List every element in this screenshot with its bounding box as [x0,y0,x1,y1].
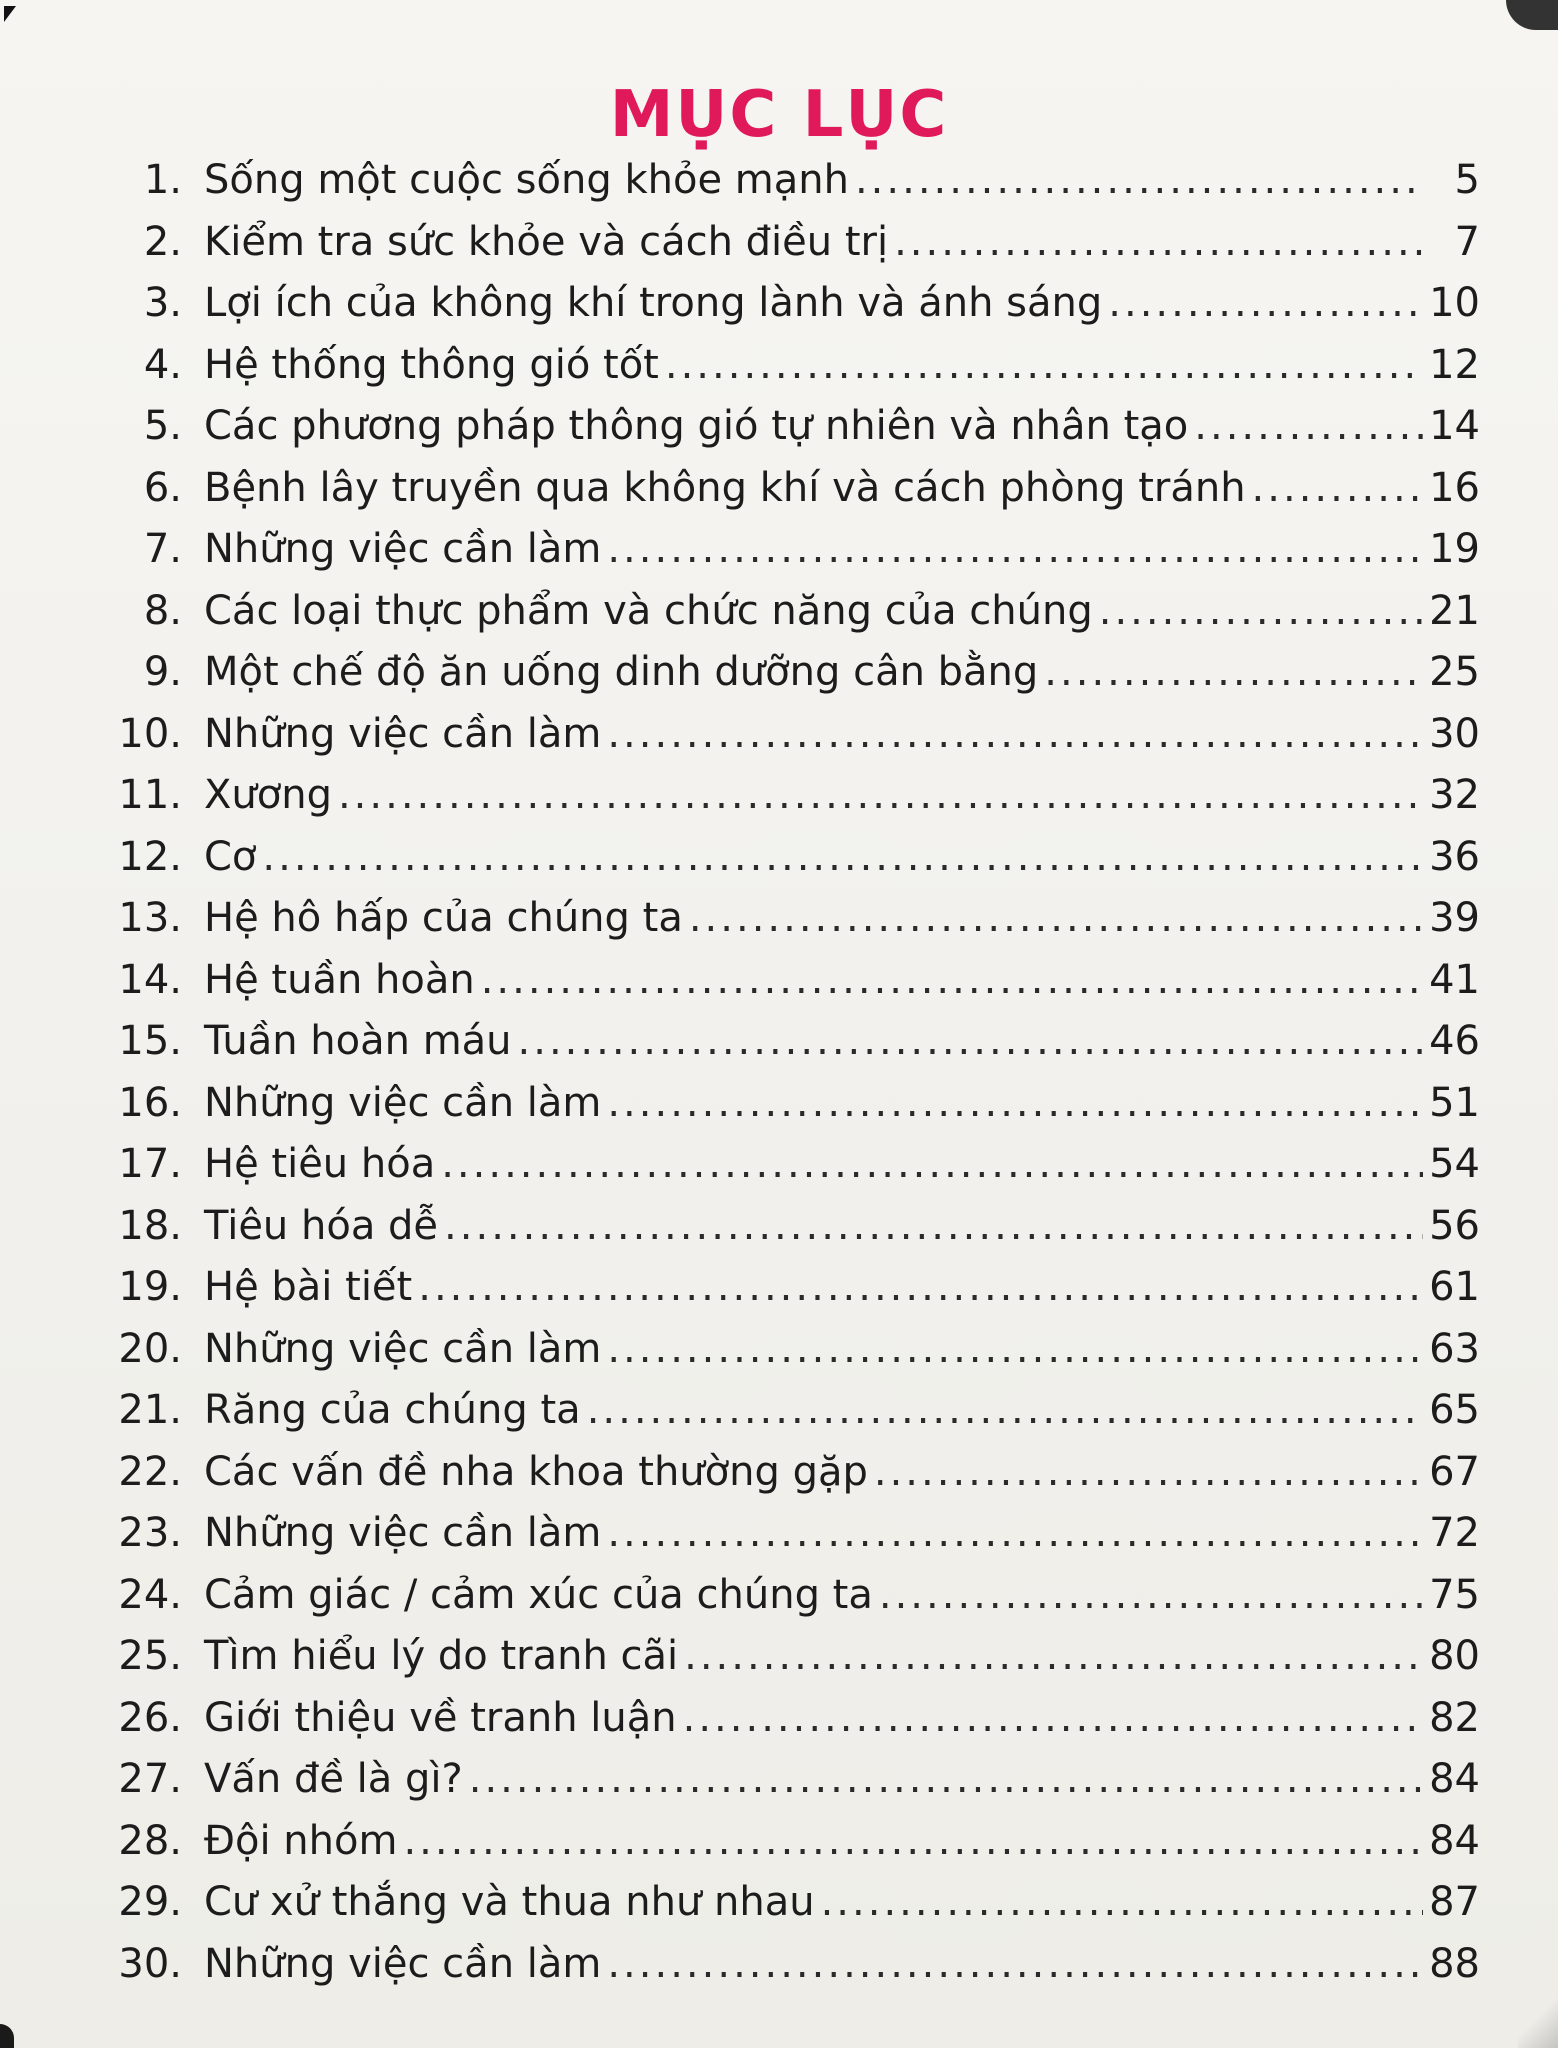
dot-leader [262,827,1423,889]
toc-entry-number: 14. [118,956,182,1003]
toc-entry-number: 27. [118,1756,182,1802]
toc-entry-number: 24. [118,1571,182,1618]
dot-leader [683,1688,1423,1750]
toc-entry[interactable] [98,1073,1480,1135]
toc-entry-number: 9. [143,649,182,695]
toc-entry-page-number: 88 [1429,1940,1480,1987]
dot-leader [444,1196,1423,1258]
toc-entry-page-number: 41 [1429,956,1480,1003]
toc-entry-number: 20. [118,1325,182,1372]
toc-entry-title: Tìm hiểu lý do tranh cãi [204,1633,679,1679]
toc-entry-page-number: 19 [1429,526,1480,572]
toc-entry-page-number: 80 [1429,1633,1480,1679]
toc-entry-number: 6. [143,464,182,511]
toc-entry-title: Lợi ích của không khí trong lành và ánh sáng [204,280,1103,326]
dot-leader [418,1257,1423,1319]
dot-leader [607,1073,1423,1135]
toc-entry[interactable] [98,1872,1480,1934]
toc-entry-title: Răng của chúng ta [204,1387,581,1433]
table-of-contents [98,150,1480,1995]
toc-entry-title: Cảm giác / cảm xúc của chúng ta [204,1571,873,1618]
toc-entry-number: 7. [143,526,182,572]
toc-entry-page-number: 12 [1429,341,1480,388]
toc-entry-number: 10. [118,710,182,757]
dot-leader [518,1011,1424,1073]
toc-entry[interactable] [98,396,1480,458]
toc-entry-page-number: 65 [1429,1387,1480,1433]
dot-leader [874,1442,1423,1504]
toc-entry[interactable] [98,1380,1480,1442]
dot-leader [855,150,1424,212]
toc-entry-title: Các loại thực phẩm và chức năng của chúng [204,587,1093,634]
toc-entry-title: Giới thiệu về tranh luận [204,1694,677,1741]
toc-entry-title: Sống một cuộc sống khỏe mạnh [204,157,849,203]
toc-entry-page-number: 10 [1429,280,1480,326]
dot-leader [665,335,1423,397]
toc-entry-number: 16. [118,1079,182,1126]
toc-entry-page-number: 7 [1454,218,1480,265]
toc-entry-title: Cư xử thắng và thua như nhau [204,1879,815,1925]
toc-entry-number: 11. [118,772,182,818]
dot-leader [607,704,1423,766]
dot-leader [607,519,1423,581]
toc-entry-page-number: 46 [1429,1018,1480,1064]
toc-entry[interactable] [98,581,1480,643]
toc-entry-page-number: 25 [1429,649,1480,695]
toc-entry-page-number: 87 [1429,1879,1480,1925]
toc-entry-page-number: 82 [1429,1694,1480,1741]
toc-entry[interactable] [98,1811,1480,1873]
toc-entry-page-number: 84 [1429,1817,1480,1864]
dot-leader [587,1380,1423,1442]
toc-entry[interactable] [98,150,1480,212]
toc-entry[interactable] [98,1503,1480,1565]
dot-leader [1194,396,1423,458]
toc-entry-page-number: 14 [1429,403,1480,449]
toc-entry-page-number: 61 [1429,1264,1480,1310]
toc-entry[interactable] [98,888,1480,950]
toc-entry[interactable] [98,458,1480,520]
toc-entry[interactable] [98,704,1480,766]
dot-leader [1252,458,1424,520]
toc-entry[interactable] [98,1134,1480,1196]
toc-entry-title: Bệnh lây truyền qua không khí và cách phòng tránh [204,464,1246,511]
toc-entry[interactable] [98,1319,1480,1381]
dot-leader [1044,642,1423,704]
toc-entry-page-number: 67 [1429,1448,1480,1495]
toc-entry[interactable] [98,1196,1480,1258]
dot-leader [879,1565,1423,1627]
dot-leader [441,1134,1423,1196]
toc-entry-number: 1. [143,157,182,203]
dot-leader [607,1319,1423,1381]
toc-entry[interactable] [98,765,1480,827]
toc-entry-page-number: 75 [1429,1571,1480,1618]
toc-entry[interactable] [98,1934,1480,1996]
toc-entry-number: 21. [118,1387,182,1433]
toc-entry-page-number: 54 [1429,1141,1480,1187]
toc-entry-page-number: 39 [1429,895,1480,941]
toc-entry-page-number: 36 [1429,833,1480,880]
toc-entry-page-number: 21 [1429,587,1480,634]
toc-entry-title: Hệ hô hấp của chúng ta [204,895,683,941]
toc-entry-number: 26. [118,1694,182,1741]
toc-entry-page-number: 56 [1429,1202,1480,1249]
toc-entry[interactable] [98,335,1480,397]
toc-entry[interactable] [98,950,1480,1012]
toc-entry-title: Kiểm tra sức khỏe và cách điều trị [204,218,889,265]
dot-leader [684,1626,1423,1688]
toc-entry-number: 18. [118,1202,182,1249]
dot-leader [469,1749,1423,1811]
toc-entry-number: 3. [143,280,182,326]
toc-entry-number: 30. [118,1940,182,1987]
toc-entry-page-number: 72 [1429,1510,1480,1556]
toc-entry-number: 28. [118,1817,182,1864]
toc-entry-number: 15. [118,1018,182,1064]
toc-entry-page-number: 5 [1454,157,1480,203]
toc-entry-page-number: 16 [1429,464,1480,511]
toc-entry-title: Xương [204,772,332,818]
dot-leader [689,888,1423,950]
toc-entry-number: 4. [143,341,182,388]
toc-entry[interactable] [98,1688,1480,1750]
toc-entry[interactable] [98,273,1480,335]
toc-entry-title: Những việc cần làm [204,1079,602,1126]
toc-entry[interactable] [98,827,1480,889]
toc-entry[interactable] [98,1565,1480,1627]
page-title: MỤC LỤC [609,78,949,152]
toc-entry[interactable] [98,1626,1480,1688]
dot-leader [338,765,1423,827]
toc-entry[interactable] [98,1442,1480,1504]
toc-entry-number: 23. [118,1510,182,1556]
toc-entry[interactable] [98,1257,1480,1319]
toc-entry-title: Cơ [204,833,257,880]
dot-leader [403,1811,1423,1873]
dot-leader [481,950,1423,1012]
toc-entry-page-number: 51 [1429,1079,1480,1126]
toc-entry-title: Những việc cần làm [204,1510,602,1556]
page-corner-shadow [0,2024,14,2048]
toc-entry-title: Các vấn đề nha khoa thường gặp [204,1448,868,1495]
toc-entry-number: 19. [118,1264,182,1310]
toc-entry-page-number: 30 [1429,710,1480,757]
toc-entry-title: Một chế độ ăn uống dinh dưỡng cân bằng [204,649,1039,695]
toc-entry-number: 2. [143,218,182,265]
page-corner-shadow [1506,0,1558,30]
toc-entry-title: Những việc cần làm [204,1325,602,1372]
toc-entry[interactable] [98,1749,1480,1811]
dot-leader [1099,581,1423,643]
dot-leader [607,1934,1423,1996]
toc-entry[interactable] [98,1011,1480,1073]
dot-leader [607,1503,1423,1565]
toc-entry[interactable] [98,519,1480,581]
toc-entry-title: Những việc cần làm [204,710,602,757]
toc-entry-number: 8. [143,587,182,634]
toc-entry-title: Những việc cần làm [204,1940,602,1987]
toc-entry-title: Hệ bài tiết [204,1264,413,1310]
page-corner-shadow [1518,1958,1558,2048]
dot-leader [894,212,1424,274]
toc-entry-title: Vấn đề là gì? [204,1756,463,1802]
toc-entry-title: Các phương pháp thông gió tự nhiên và nhân tạo [204,403,1189,449]
toc-entry-page-number: 84 [1429,1756,1480,1802]
dot-leader [1108,273,1423,335]
toc-entry-title: Hệ tuần hoàn [204,956,475,1003]
toc-entry-number: 17. [118,1141,182,1187]
toc-entry-number: 12. [118,833,182,880]
toc-entry-title: Hệ thống thông gió tốt [204,341,659,388]
toc-entry-number: 25. [118,1633,182,1679]
toc-entry[interactable] [98,642,1480,704]
toc-entry[interactable] [98,212,1480,274]
dot-leader [821,1872,1424,1934]
toc-entry-title: Hệ tiêu hóa [204,1141,436,1187]
toc-entry-title: Đội nhóm [204,1817,398,1864]
toc-entry-number: 29. [118,1879,182,1925]
toc-entry-title: Những việc cần làm [204,526,602,572]
toc-entry-page-number: 32 [1429,772,1480,818]
page-corner-mark [4,6,16,22]
toc-entry-page-number: 63 [1429,1325,1480,1372]
toc-entry-title: Tuần hoàn máu [204,1018,512,1064]
toc-entry-title: Tiêu hóa dễ [204,1202,439,1249]
toc-entry-number: 5. [143,403,182,449]
toc-entry-number: 13. [118,895,182,941]
toc-entry-number: 22. [118,1448,182,1495]
